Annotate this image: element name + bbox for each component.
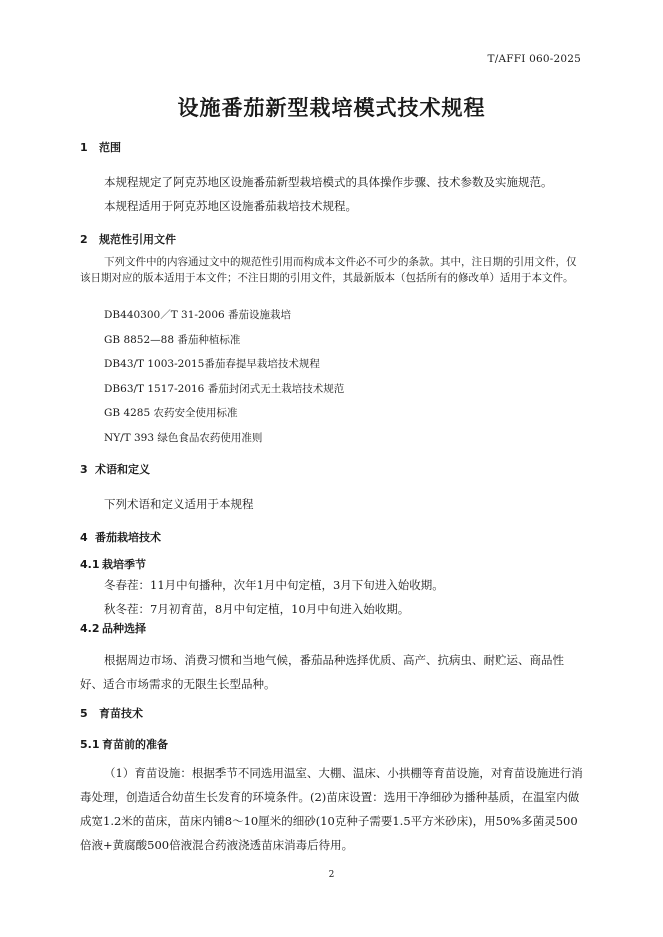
document-title: 设施番茄新型栽培模式技术规程 — [177, 96, 486, 120]
section-5-heading — [80, 705, 143, 721]
section-title: 番茄栽培技术 — [95, 531, 161, 544]
subsection-number: 5.1 — [80, 738, 100, 751]
reference-item: GB 8852—88 番茄种植标准 — [104, 334, 241, 346]
subsection-number: 4.2 — [80, 622, 100, 635]
subsection-title: 品种选择 — [102, 622, 146, 635]
seedling-prep-paragraph: （1）育苗设施：根据季节不同选用温室、大棚、温床、小拱棚等育苗设施，对育苗设施进行消毒处理，创造适合幼苗生长发育的环境条件。(2)苗床设置：选用干净细砂为播种基质，在温室内做成宽1.2米的苗床，苗床内铺8～10厘米的细砂(10克种子需要1.5平方米砂床)，用50%多菌灵500倍液+黄腐酸500倍液混合药液浇透苗床消毒后待用。 — [80, 766, 583, 852]
subsection-4-2-heading — [80, 620, 146, 636]
subsection-4-1-heading — [80, 556, 146, 572]
subsection-5-1-heading — [80, 736, 168, 752]
section-2-heading — [80, 231, 176, 247]
section-title: 育苗技术 — [99, 707, 143, 720]
season-paragraph-2: 秋冬茬：7月初育苗，8月中旬定植，10月中旬进入始收期。 — [104, 602, 410, 616]
variety-paragraph: 根据周边市场、消费习惯和当地气候，番茄品种选择优质、高产、抗病虫、耐贮运、商品性好、适合市场需求的无限生长型品种。 — [80, 653, 564, 691]
normative-references-intro: 下列文件中的内容通过文中的规范性引用而构成本文件必不可少的条款。其中，注日期的引用文件，仅该日期对应的版本适用于本文件；不注日期的引用文件，其最新版本（包括所有的修改单）适用于本文件。 — [80, 256, 577, 284]
season-paragraph-1: 冬春茬：11月中旬播种，次年1月中旬定植，3月下旬进入始收期。 — [104, 578, 444, 592]
scope-paragraph-2: 本规程适用于阿克苏地区设施番茄栽培技术规程。 — [104, 199, 357, 213]
subsection-title: 育苗前的准备 — [102, 738, 168, 751]
section-title: 术语和定义 — [95, 463, 150, 476]
section-number: 4 — [80, 531, 88, 544]
reference-item: DB440300／T 31-2006 番茄设施栽培 — [104, 309, 292, 321]
page-number: 2 — [328, 870, 335, 880]
section-number: 2 — [80, 233, 88, 246]
section-3-heading — [80, 461, 150, 477]
section-number: 3 — [80, 463, 88, 476]
section-4-heading — [80, 529, 161, 545]
section-title: 规范性引用文件 — [99, 233, 176, 246]
section-number: 1 — [80, 141, 88, 154]
section-1-heading — [80, 139, 121, 155]
reference-item: GB 4285 农药安全使用标准 — [104, 407, 238, 419]
reference-item: DB63/T 1517-2016 番茄封闭式无土栽培技术规范 — [104, 383, 345, 395]
standard-code: T/AFFI 060-2025 — [487, 53, 581, 65]
section-title: 范围 — [99, 141, 121, 154]
terms-paragraph: 下列术语和定义适用于本规程 — [104, 497, 254, 511]
subsection-title: 栽培季节 — [102, 558, 146, 571]
scope-paragraph-1: 本规程规定了阿克苏地区设施番茄新型栽培模式的具体操作步骤、技术参数及实施规范。 — [104, 175, 553, 189]
section-number: 5 — [80, 707, 88, 720]
reference-item: NY/T 393 绿色食品农药使用准则 — [104, 432, 263, 444]
subsection-number: 4.1 — [80, 558, 100, 571]
reference-item: DB43/T 1003-2015番茄春提早栽培技术规程 — [104, 358, 320, 370]
